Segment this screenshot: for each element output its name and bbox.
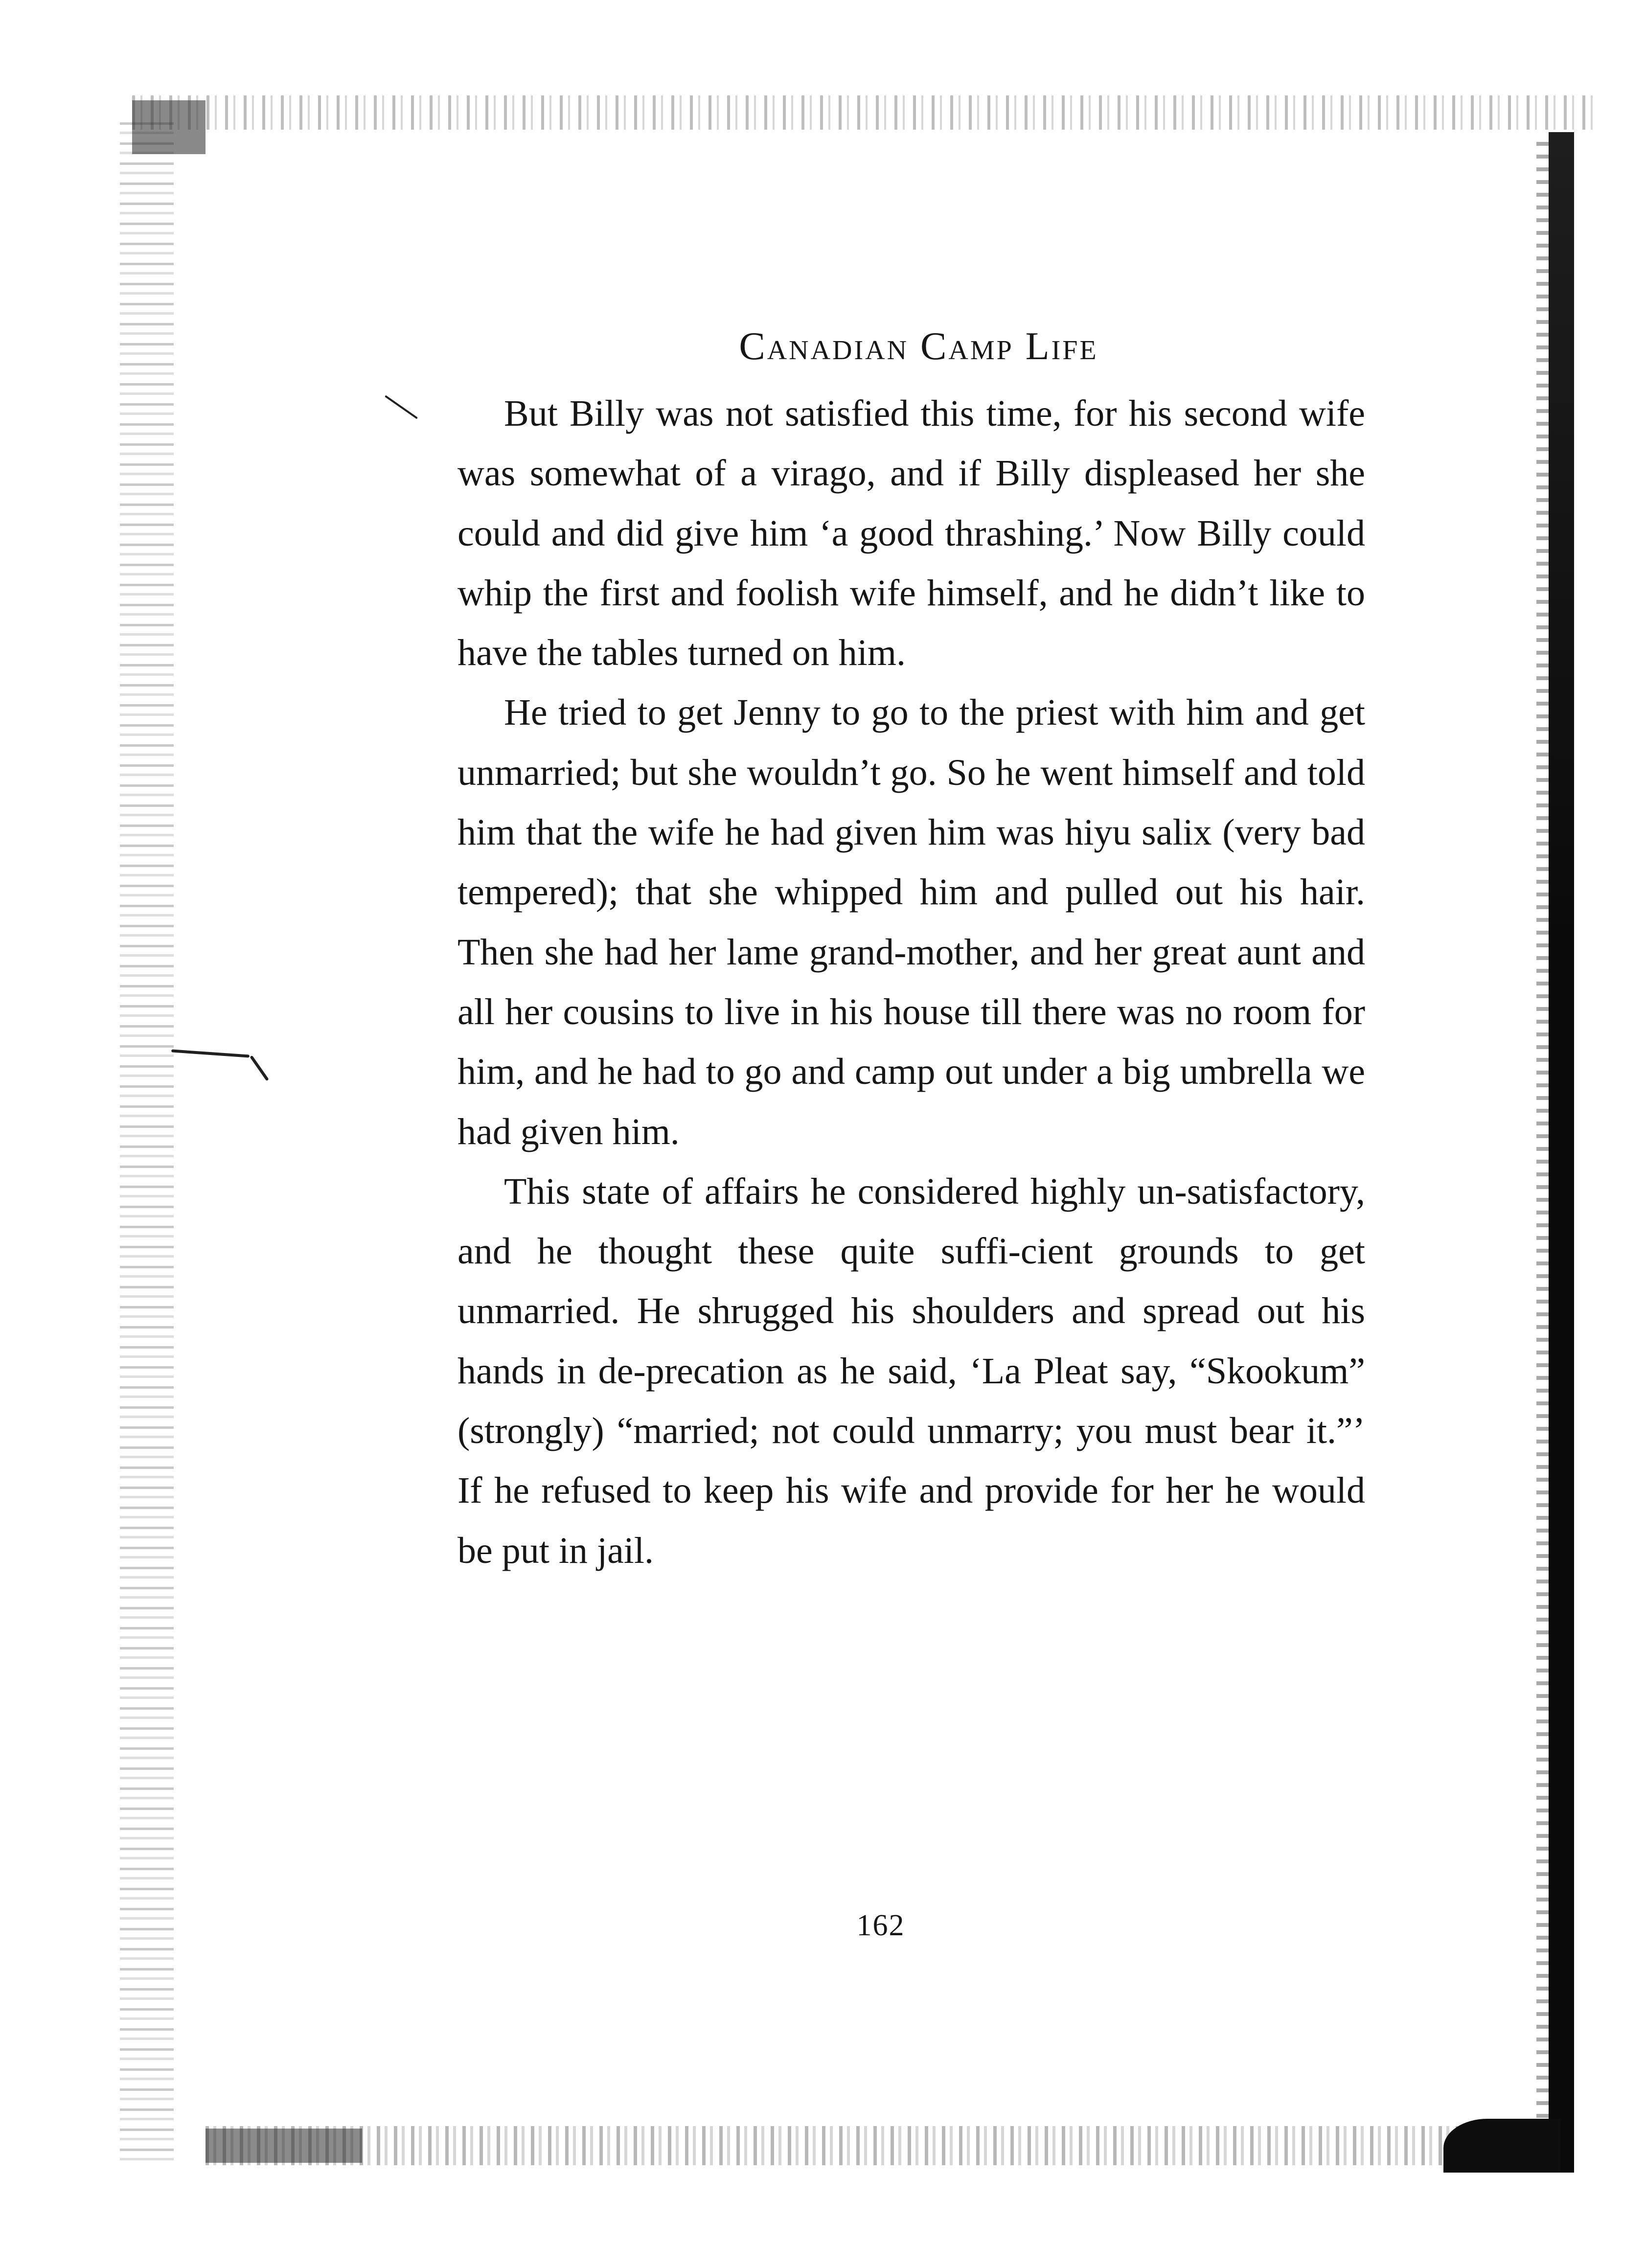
scan-mark [250, 1055, 269, 1081]
scan-mark [385, 395, 418, 419]
scan-edge-bottom [206, 2126, 1458, 2165]
scan-edge-bottom-corner [206, 2129, 362, 2163]
paragraph-1: But Billy was not satisfied this time, for his second wife was somewhat of a virago, and if Billy displeased her she could and did give him ‘a good thrashing.’ Now Billy could whip the first and foolish wife himself, and he didn’t like to have the tables turned on him. [457, 393, 1365, 674]
scan-edge-right-binding [1549, 132, 1574, 2173]
page-number: 162 [856, 1909, 905, 1942]
scan-edge-right-foot [1443, 2119, 1561, 2173]
scan-mark [171, 1049, 250, 1057]
scan-edge-left [120, 122, 174, 2168]
paragraph-2: He tried to get Jenny to go to the priest with him and get unmarried; but she wouldn’t go. So he went himself and told him that the wife he had given him was hiyu salix (very bad tempered); that she whipped him and pulled out his hair. Then she had her lame grand-mother, and her great aunt and all her cousins to live in his house till there was no room for him, and he had to go and camp out under a big umbrella we had given him. [457, 692, 1365, 1152]
paragraph-3: This state of affairs he considered highly un-satisfactory, and he thought these quite suffi-cient grounds to get unmarried. He shrugged his shoulders and spread out his hands in de-precation as he said, ‘La Pleat say, “Skookum” (strongly) “married; not could unmarry; you must bear it.”’ If he refused to keep his wife and provide for her he would be put in jail. [457, 1170, 1365, 1571]
running-head: Canadian Camp Life [739, 325, 1098, 368]
page-body [457, 323, 1365, 1581]
scan-edge-top [132, 95, 1600, 130]
